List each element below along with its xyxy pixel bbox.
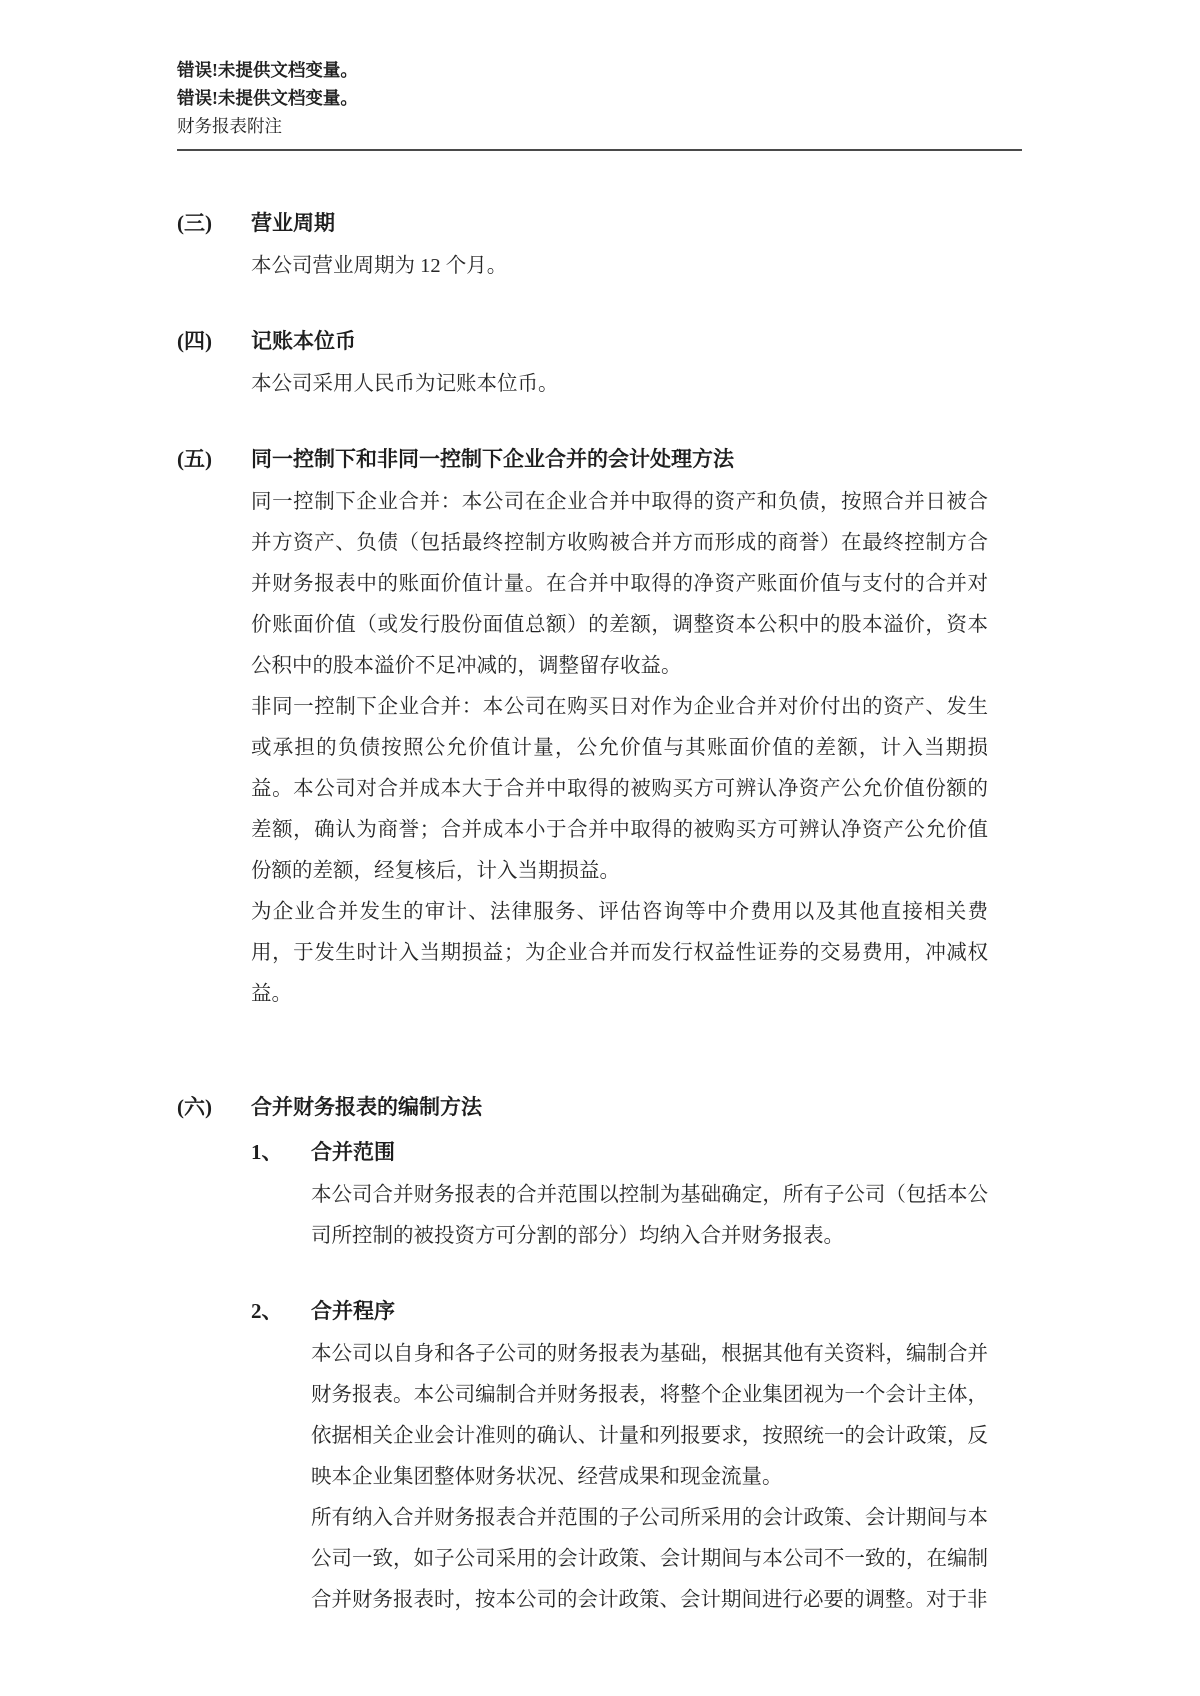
header-error-line-1: 错误!未提供文档变量。	[177, 60, 358, 80]
section-consolidation-method	[177, 1087, 988, 1621]
paragraph: 同一控制下企业合并：本公司在企业合并中取得的资产和负债，按照合并日被合并方资产、负债（包括最终控制方收购被合并方而形成的商誉）在最终控制方合并财务报表中的账面价值计量。在合并中取得的净资产账面价值与支付的合并对价账面价值（或发行股份面值总额）的差额，调整资本公积中的股本溢价，资本公积中的股本溢价不足冲减的，调整留存收益。	[251, 491, 988, 677]
paragraph: 为企业合并发生的审计、法律服务、评估咨询等中介费用以及其他直接相关费用，于发生时计入当期损益；为企业合并而发行权益性证券的交易费用，冲减权益。	[251, 901, 988, 1005]
paragraph: 非同一控制下企业合并：本公司在购买日对作为企业合并对价付出的资产、发生或承担的负债按照公允价值计量，公允价值与其账面价值的差额，计入当期损益。本公司对合并成本大于合并中取得的被购买方可辨认净资产公允价值份额的差额，确认为商誉；合并成本小于合并中取得的被购买方可辨认净资产公允价值份额的差额，经复核后，计入当期损益。	[251, 696, 988, 882]
section-body	[251, 364, 988, 405]
paragraph: 本公司合并财务报表的合并范围以控制为基础确定，所有子公司（包括本公司所控制的被投资方可分割的部分）均纳入合并财务报表。	[311, 1184, 988, 1247]
paragraph: 所有纳入合并财务报表合并范围的子公司所采用的会计政策、会计期间与本公司一致，如子公司采用的会计政策、会计期间与本公司不一致的，在编制合并财务报表时，按本公司的会计政策、会计期间进行必要的调整。对于非	[311, 1507, 988, 1611]
section-title: 合并财务报表的编制方法	[251, 1095, 482, 1119]
section-number: (三)	[177, 211, 212, 235]
subsection-heading	[251, 1132, 988, 1173]
section-heading	[177, 321, 988, 362]
subsection-number: 1、	[251, 1140, 283, 1164]
section-body	[251, 482, 988, 1015]
section-body	[251, 246, 988, 287]
section-business-combinations	[177, 439, 988, 1015]
subsection-consolidation-scope	[251, 1132, 988, 1257]
section-title: 记账本位币	[251, 329, 356, 353]
section-title: 营业周期	[251, 211, 335, 235]
subsection-consolidation-procedure	[251, 1291, 988, 1621]
subsection-number: 2、	[251, 1299, 283, 1323]
section-number: (四)	[177, 329, 212, 353]
paragraph: 本公司采用人民币为记账本位币。	[251, 373, 559, 395]
page-header	[177, 56, 988, 151]
section-heading	[177, 1087, 988, 1128]
subsections	[251, 1132, 988, 1621]
subsection-title: 合并范围	[311, 1140, 395, 1164]
subsection-body	[311, 1334, 988, 1621]
section-operating-cycle	[177, 203, 988, 287]
section-number: (六)	[177, 1095, 212, 1119]
subsection-title: 合并程序	[311, 1299, 395, 1323]
paragraph: 本公司营业周期为 12 个月。	[251, 255, 508, 277]
section-functional-currency	[177, 321, 988, 405]
header-error-line-2: 错误!未提供文档变量。	[177, 88, 358, 108]
subsection-body	[311, 1175, 988, 1257]
header-divider	[177, 149, 1022, 151]
subsection-heading	[251, 1291, 988, 1332]
paragraph: 本公司以自身和各子公司的财务报表为基础，根据其他有关资料，编制合并财务报表。本公司编制合并财务报表，将整个企业集团视为一个会计主体，依据相关企业会计准则的确认、计量和列报要求，按照统一的会计政策，反映本企业集团整体财务状况、经营成果和现金流量。	[311, 1343, 988, 1488]
section-title: 同一控制下和非同一控制下企业合并的会计处理方法	[251, 447, 734, 471]
section-number: (五)	[177, 447, 212, 471]
section-heading	[177, 439, 988, 480]
header-subtitle: 财务报表附注	[177, 116, 282, 136]
section-heading	[177, 203, 988, 244]
